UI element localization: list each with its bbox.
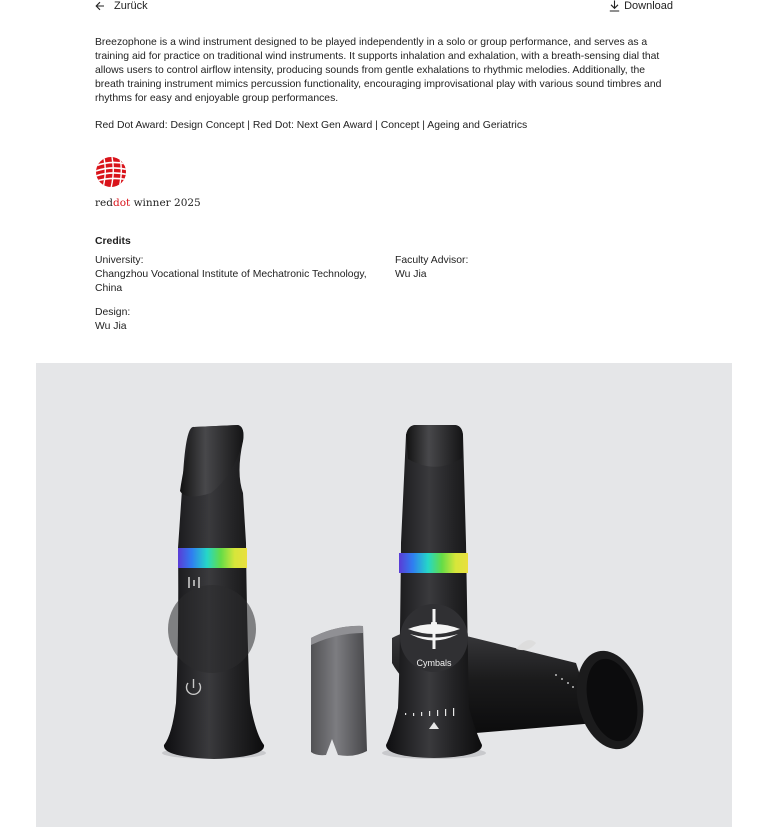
award-categories: Red Dot Award: Design Concept | Red Dot: Next Gen Award | Concept | Ageing and Geriatrics <box>95 120 528 131</box>
design-value: Wu Jia <box>95 321 127 332</box>
product-description: Breezophone is a wind instrument designed to be played independently in a solo or group performance, and serves as a training aid for practice on traditional wind instruments. It supports inhalation and exhalation, with a breath-sensing dial that allows users to control airflow intensity, producing sounds from gentle exhalations to rhythmic melodies. Additionally, the breath training instrument mimics percussion functionality, encouraging improvisational play with various sound timbres and rhythms for easy and enjoyable group performances. <box>95 37 662 104</box>
top-bar <box>95 0 673 14</box>
credit-university <box>95 254 380 296</box>
download-label: Download <box>624 0 673 12</box>
faculty-label: Faculty Advisor: <box>395 255 469 266</box>
university-label: University: <box>95 255 144 266</box>
back-link[interactable] <box>95 0 148 12</box>
badge-red: red <box>95 197 113 209</box>
faculty-value: Wu Jia <box>395 269 427 280</box>
download-icon <box>609 0 620 12</box>
device-cap <box>311 626 367 756</box>
university-value: Changzhou Vocational Institute of Mechatronic Technology, China <box>95 269 367 294</box>
badge-dot: dot <box>112 197 131 209</box>
credit-design <box>95 306 295 334</box>
download-button[interactable] <box>609 0 673 12</box>
breezophone-illustration <box>36 363 732 827</box>
arrow-left-icon <box>95 1 105 11</box>
red-dot-winner-badge <box>95 197 201 209</box>
back-label: Zurück <box>114 0 148 12</box>
product-image <box>36 363 732 827</box>
badge-rest: winner 2025 <box>130 197 201 209</box>
credits-title: Credits <box>95 236 131 247</box>
design-label: Design: <box>95 307 131 318</box>
credit-faculty <box>395 254 595 282</box>
screen-label: Cymbals <box>416 658 452 668</box>
red-dot-logo <box>95 156 127 188</box>
left-device <box>162 425 266 759</box>
